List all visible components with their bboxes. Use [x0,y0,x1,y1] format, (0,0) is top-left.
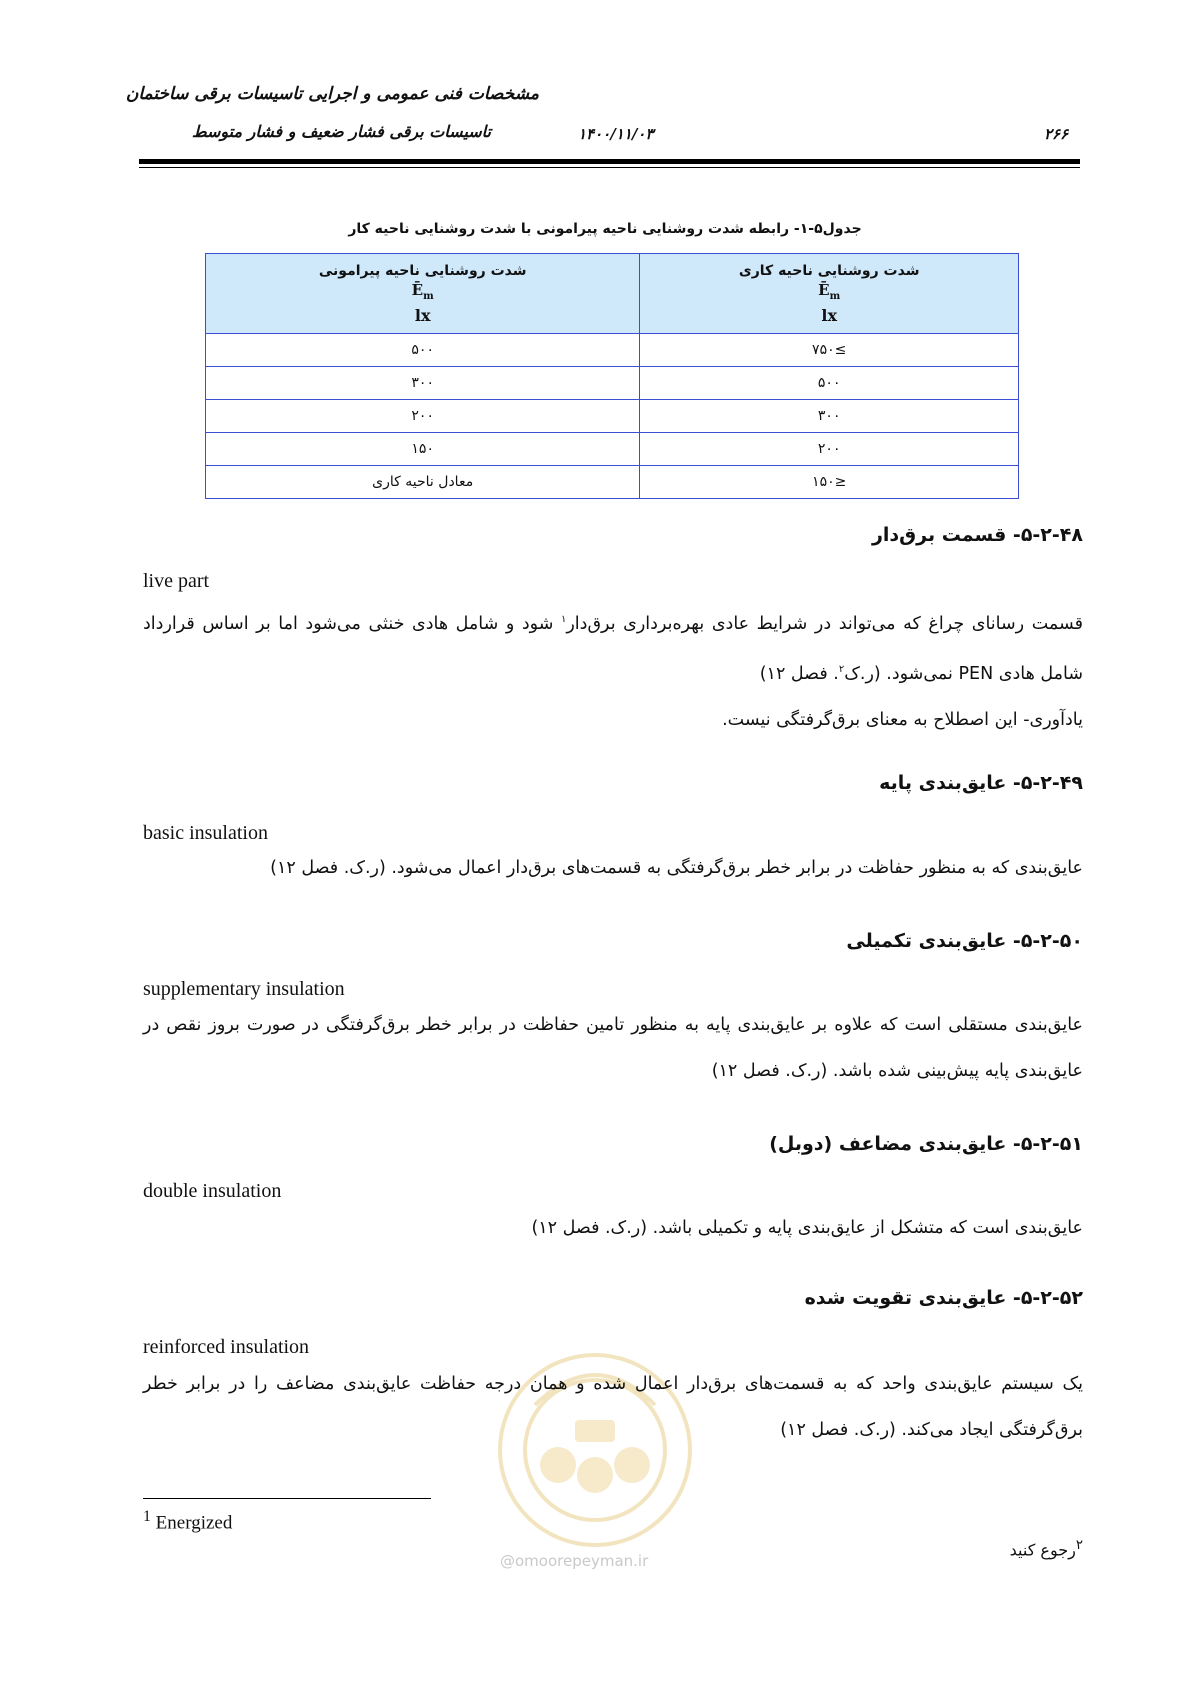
header-surround-area [206,254,640,334]
page-number: ۲۶۶ [1044,125,1069,143]
header-work-label: شدت روشنایی ناحیه کاری [738,263,920,279]
cell-work: ۵۰۰ [640,367,1019,400]
section-english-48: live part [143,570,210,592]
cell-surround: ۲۰۰ [206,400,640,433]
section-heading-49: ۵-۲-۴۹- عایق‌بندی پایه [879,772,1083,794]
section-english-51: double insulation [143,1180,282,1202]
illuminance-table [205,253,1019,499]
cell-work: ≤۱۵۰ [640,466,1019,499]
header-surround-label: شدت روشنایی ناحیه پیرامونی [318,263,527,279]
cell-surround: ۵۰۰ [206,334,640,367]
header-date: ۱۴۰۰/۱۱/۰۳ [578,125,654,143]
table-row [206,400,1019,433]
footnote-ref-2: ۲ [838,663,845,675]
section-text-52: یک سیستم عایق‌بندی واحد که به قسمت‌های برق‌دار اعمال شده و همان درجه حفاظت عایق‌بندی مضاعف را در برابر خطر برق‌گرفتگی ایجاد می‌کند. (ر.ک. فصل ۱۲) [143,1374,1083,1440]
header-work-area [640,254,1019,334]
section-english-52: reinforced insulation [143,1336,310,1358]
cell-work: ≥۷۵۰ [640,334,1019,367]
table-row [206,433,1019,466]
header-rule-thick [139,159,1080,164]
cell-work: ۳۰۰ [640,400,1019,433]
section-heading-50: ۵-۲-۵۰- عایق‌بندی تکمیلی [846,930,1083,952]
table-row [206,367,1019,400]
table-row [206,334,1019,367]
cell-surround: ۱۵۰ [206,433,640,466]
header-work-symbol: $Ē_m$ [818,281,841,302]
header-subtitle: تاسیسات برقی فشار ضعیف و فشار متوسط [191,122,491,141]
section-note-48: یادآوری- این اصطلاح به معنای برق‌گرفتگی نیست. [722,709,1083,730]
cell-surround: ۳۰۰ [206,367,640,400]
section-heading-48: ۵-۲-۴۸- قسمت برق‌دار [871,524,1083,546]
header-rule-thin [139,167,1080,168]
section-heading-51: ۵-۲-۵۱- عایق‌بندی مضاعف (دوبل) [769,1133,1083,1155]
footnote-rule [143,1498,431,1499]
section-heading-52: ۵-۲-۵۲- عایق‌بندی تقویت شده [804,1287,1083,1309]
section-text-51: عایق‌بندی است که متشکل از عایق‌بندی پایه و تکمیلی باشد. (ر.ک. فصل ۱۲) [531,1218,1083,1238]
header-work-unit: lx [821,306,837,325]
footnote-1: $^1$ Energized [143,1508,233,1534]
header-title: مشخصات فنی عمومی و اجرایی تاسیسات برقی ساختمان [125,84,539,104]
section-english-49: basic insulation [143,822,268,844]
table-caption: جدول۵-۱- رابطه شدت روشنایی ناحیه پیرامونی با شدت روشنایی ناحیه کار [348,221,862,237]
table-row [206,466,1019,499]
section-english-50: supplementary insulation [143,978,345,1000]
section-text-49: عایق‌بندی که به منظور حفاظت در برابر خطر برق‌گرفتگی به قسمت‌های برق‌دار اعمال می‌شود. (ر.ک. فصل ۱۲) [270,858,1083,878]
cell-surround: معادل ناحیه کاری [206,466,640,499]
cell-work: ۲۰۰ [640,433,1019,466]
footnote-2: $^۲$رجوع کنید [1009,1538,1083,1560]
table-header-row [206,254,1019,334]
section-text-48: قسمت رسانای چراغ که می‌تواند در شرایط عادی بهره‌برداری برق‌دار$^۱$ شود و شامل هادی خنثی می‌شود اما بر اساس قرارداد شامل هادی PEN نمی‌شود. (ر.ک$^۲$. فصل ۱۲) یادآوری- این اصطلاح به معنای برق‌گرفتگی نیست. [143,613,1083,730]
header-surround-unit: lx [414,306,431,325]
watermark-url: @omoorepeyman.ir [500,1552,649,1570]
footnote-ref-1: ۱ [560,614,567,625]
header-surround-symbol: $Ē_m$ [411,281,434,302]
section-text-50: عایق‌بندی مستقلی است که علاوه بر عایق‌بندی پایه به منظور تامین حفاظت در برابر خطر برق‌گرفتگی در صورت بروز نقص در عایق‌بندی پایه پیش‌بینی شده باشد. (ر.ک. فصل ۱۲) [143,1015,1083,1081]
